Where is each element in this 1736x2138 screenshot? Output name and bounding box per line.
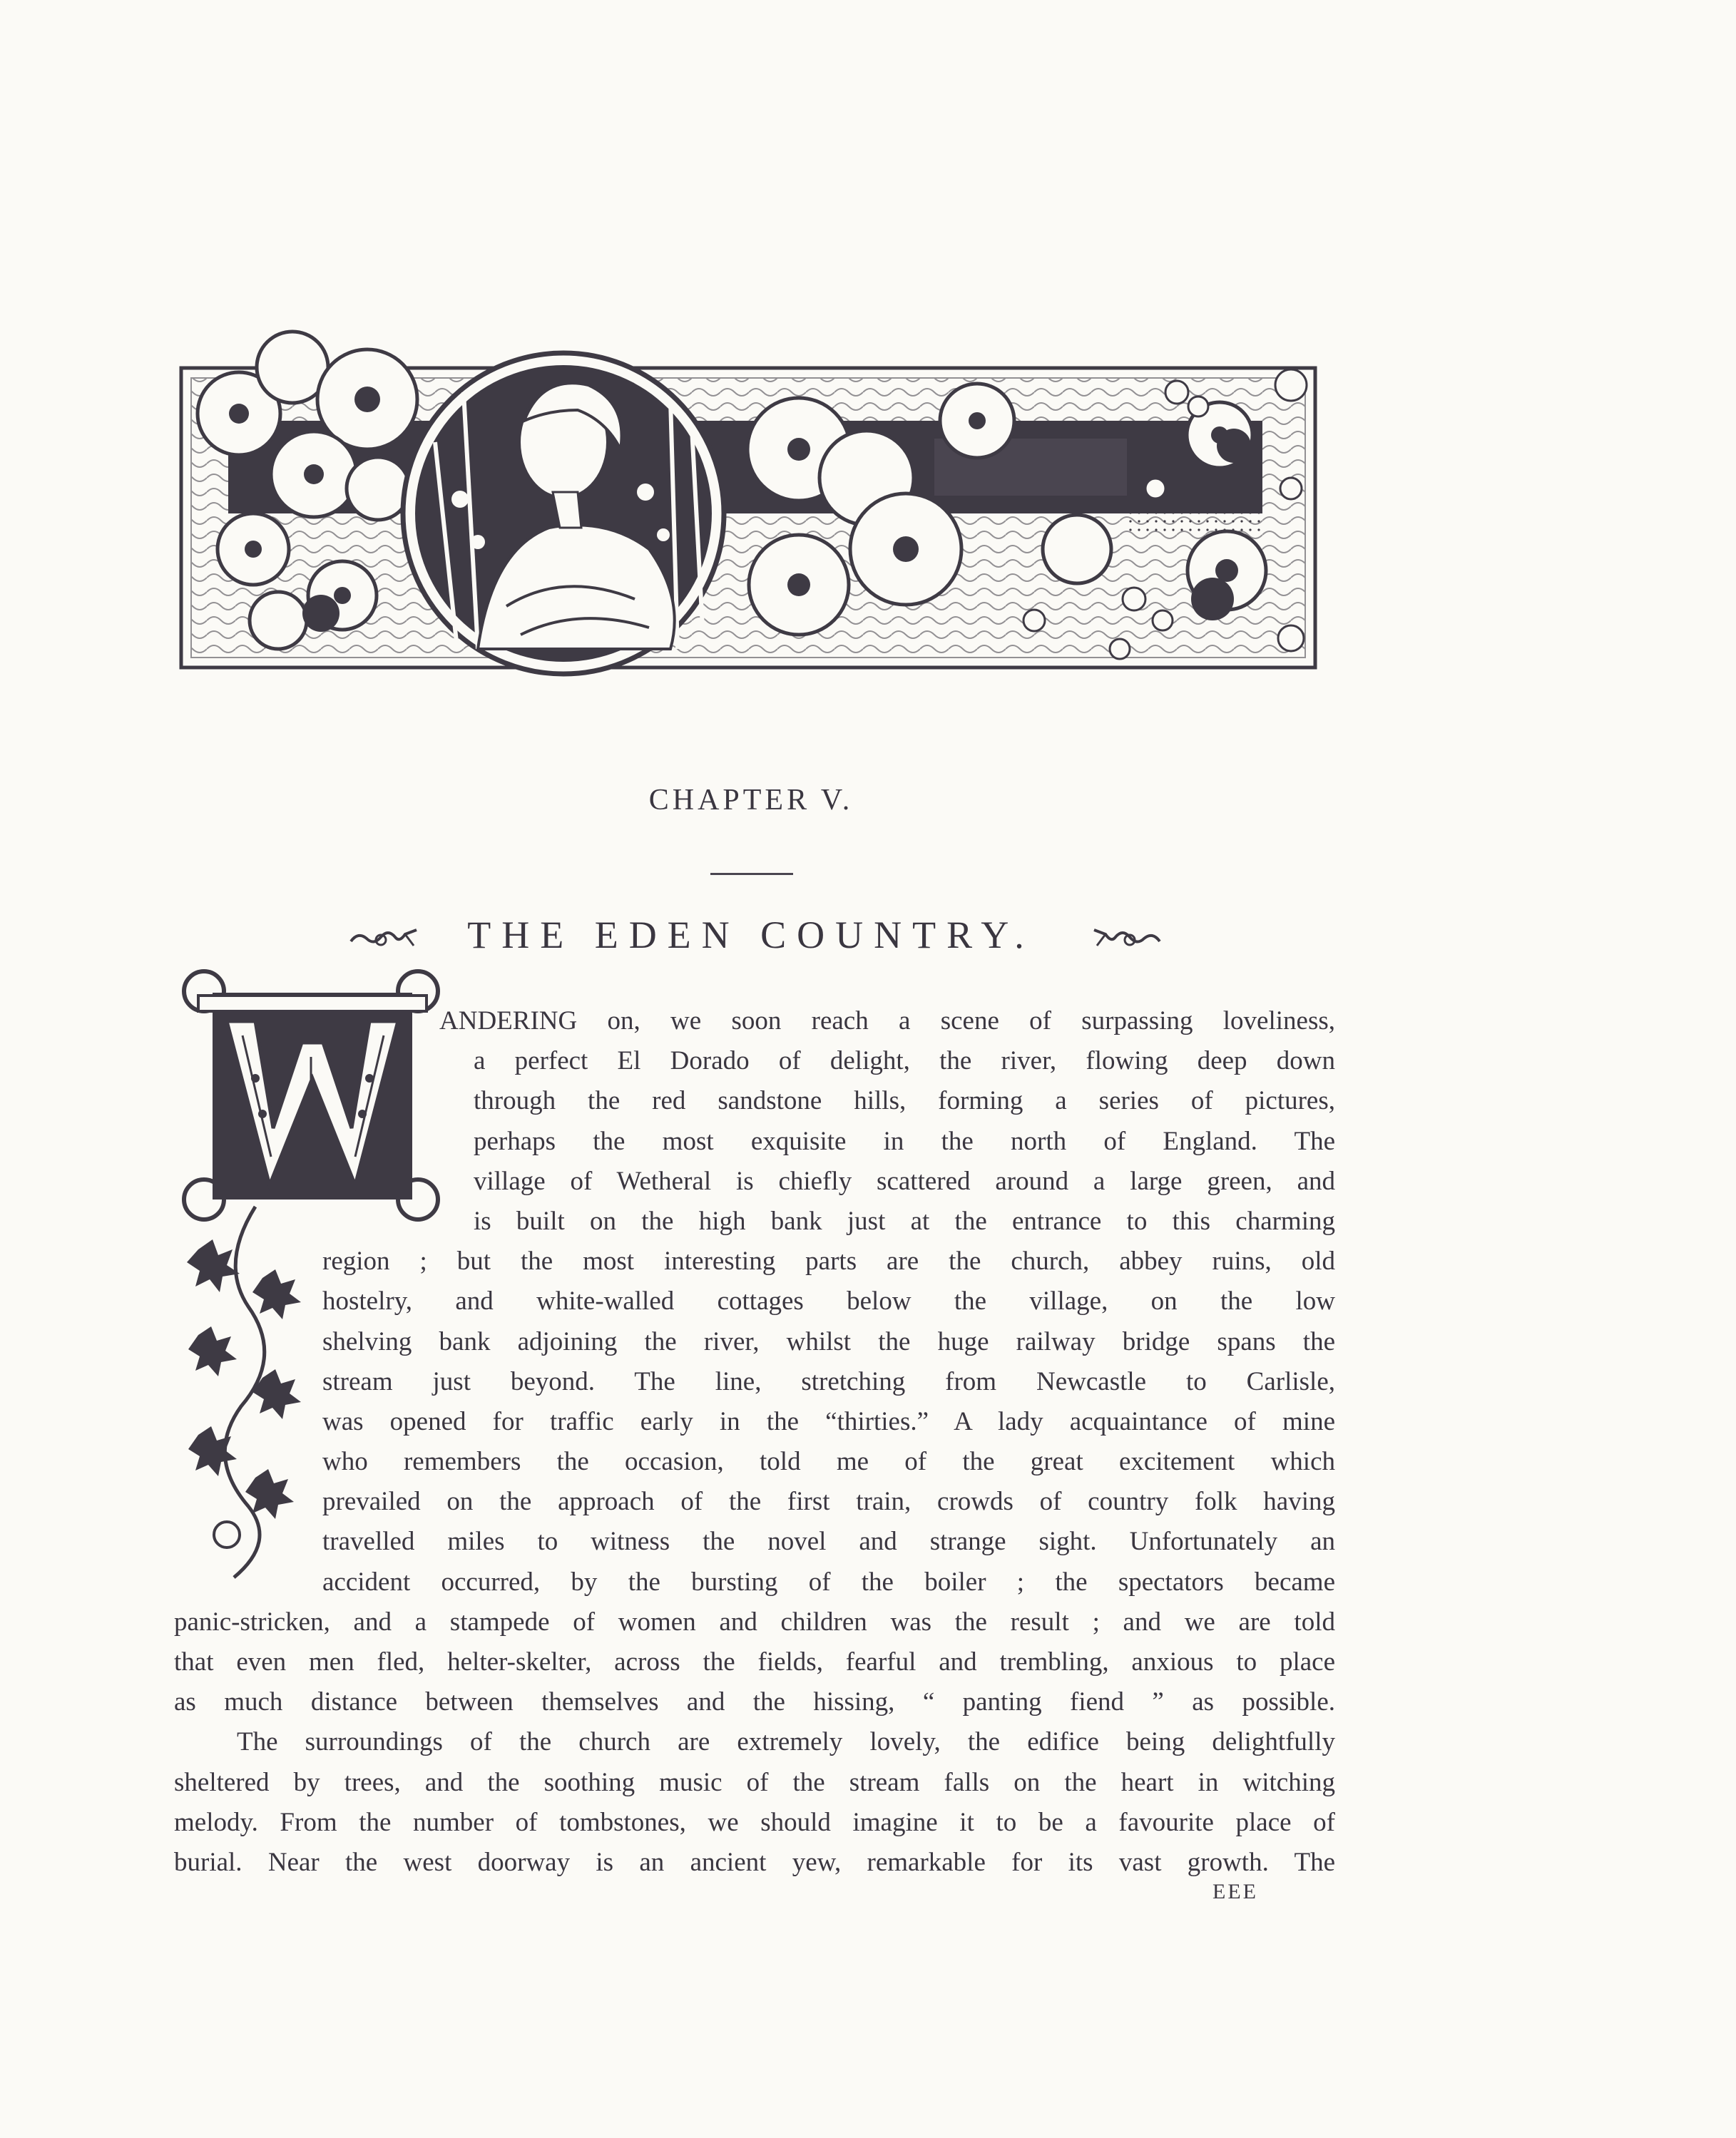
text-line: that even men fled, helter-skelter, across the fields, fearful and trembling, anxious to place [174,1647,1335,1677]
text-line: perhaps the most exquisite in the north of England. The [474,1126,1335,1156]
text-line: burial. Near the west doorway is an ancient yew, remarkable for its vast growth. The [174,1847,1335,1877]
text-line: as much distance between themselves and the hissing, “ panting fiend ” as possible. [174,1687,1335,1717]
text-line: hostelry, and white-walled cottages below the village, on the low [322,1287,1335,1316]
text-line: accident occurred, by the bursting of the boiler ; the spectators became [322,1567,1335,1597]
text-line: a perfect El Dorado of delight, the river, flowing deep down [474,1046,1335,1076]
chapter-title: THE EDEN COUNTRY. [467,914,1035,956]
text-line: travelled miles to witness the novel and strange sight. Unfortunately an [322,1527,1335,1557]
text-line: who remembers the occasion, told me of the great excitement which [322,1447,1335,1477]
text-line: through the red sandstone hills, forming a series of pictures, [474,1086,1335,1116]
text-line: region ; but the most interesting parts are the church, abbey ruins, old [322,1247,1335,1277]
scroll-ornament-right-icon [1091,924,1163,950]
text-line: melody. From the number of tombstones, we should imagine it to be a favourite place of [174,1807,1335,1837]
paragraph [174,1001,1335,1722]
text-line: is built on the high bank just at the entrance to this charming [474,1206,1335,1236]
text-line: prevailed on the approach of the first train, crowds of country folk having [322,1487,1335,1517]
signature-mark: EEE [1212,1880,1258,1903]
text-line: village of Wetheral is chiefly scattered around a large green, and [474,1166,1335,1196]
floral-banner-with-woman-portrait-icon [178,314,1319,677]
text-line: panic-stricken, and a stampede of women and children was the result ; and we are told [174,1607,1335,1637]
text-line: was opened for traffic early in the “thirties.” A lady acquaintance of mine [322,1406,1335,1436]
text-line: stream just beyond. The line, stretching from Newcastle to Carlisle, [322,1366,1335,1396]
text-line: The surroundings of the church are extremely lovely, the edifice being delightfully [237,1727,1335,1757]
body-text [174,1001,1335,1883]
divider [710,873,793,875]
text-line: ANDERING on, we soon reach a scene of surpassing loveliness, [439,1006,1335,1035]
paragraph [174,1722,1335,1883]
chapter-number: CHAPTER V. [648,784,854,817]
text-line: shelving bank adjoining the river, whilst the huge railway bridge spans the [322,1326,1335,1356]
text-line: sheltered by trees, and the soothing music of the stream falls on the heart in witching [174,1767,1335,1797]
